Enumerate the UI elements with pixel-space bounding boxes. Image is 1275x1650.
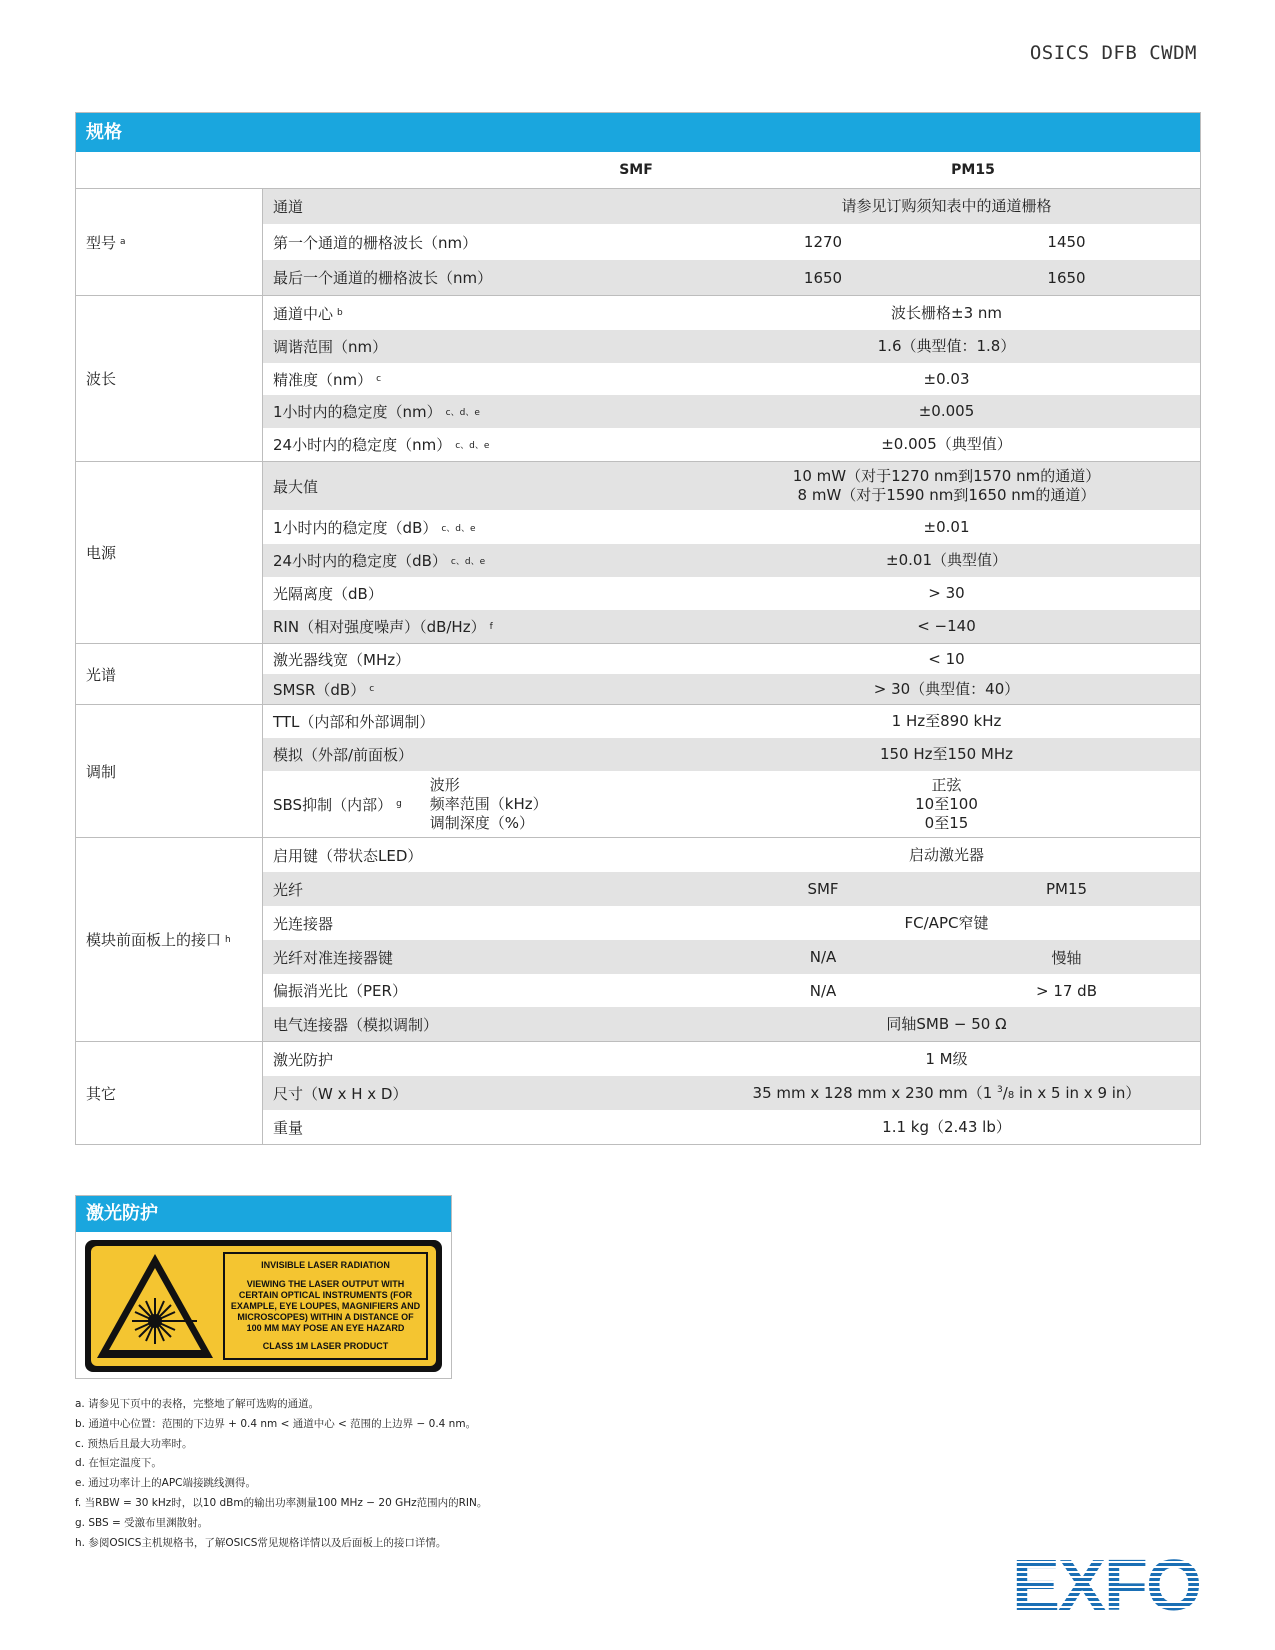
footnotes — [75, 1395, 487, 1553]
row-per: 偏振消光比（PER） N/A > 17 dB — [273, 981, 1097, 1000]
svg-text:EXFO: EXFO — [1011, 1553, 1201, 1615]
group-power — [76, 462, 1200, 644]
row-channel-center: 通道中心 b 波长栅格±3 nm — [273, 303, 1002, 323]
footnote: c. 预热后且最大功率时。 — [75, 1437, 193, 1450]
spec-column-header — [76, 152, 1200, 189]
col-pm15: PM15 — [951, 162, 995, 178]
row-stability-24h-nm: 24小时内的稳定度（nm） c、d、e ±0.005（典型值） — [273, 435, 1012, 454]
group-label: 模块前面板上的接口 h — [76, 838, 263, 1041]
group-model — [76, 189, 1200, 296]
footnote: f. 当RBW = 30 kHz时，以10 dBm的输出功率测量100 MHz − 20 GHz范围内的RIN。 — [75, 1496, 488, 1509]
row-max-power: 最大值 10 mW（对于1270 nm到1570 nm的通道） 8 mW（对于1590 nm到1650 nm的通道） — [263, 462, 1200, 510]
group-modulation — [76, 705, 1200, 838]
footnote: h. 参阅OSICS主机规格书，了解OSICS常见规格详情以及后面板上的接口详情。 — [75, 1536, 447, 1549]
row-electrical-connector: 电气连接器（模拟调制） 同轴SMB − 50 Ω — [263, 1007, 1200, 1041]
laser-hazard-icon — [91, 1246, 219, 1366]
row-last-wavelength: 最后一个通道的栅格波长（nm） 1650 1650 — [263, 260, 1200, 295]
group-wavelength — [76, 296, 1200, 462]
laser-safety-title: 激光防护 — [76, 1196, 451, 1232]
row-rin: RIN（相对强度噪声）（dB/Hz） f < −140 — [263, 610, 1200, 643]
row-stability-24h-db: 24小时内的稳定度（dB） c、d、e ±0.01（典型值） — [263, 544, 1200, 577]
row-dimensions: 尺寸（W x H x D） 35 mm x 128 mm x 230 mm（1 $^3$/8 in x 5 in x 9 in） — [263, 1076, 1200, 1110]
laser-warning-label — [85, 1240, 442, 1372]
spec-title: 规格 — [76, 113, 1200, 152]
group-label: 光谱 — [76, 644, 263, 704]
group-spectral — [76, 644, 1200, 705]
group-label: 其它 — [76, 1042, 263, 1144]
row-analog: 模拟（外部/前面板） 150 Hz至150 MHz — [263, 738, 1200, 771]
row-tuning-range: 调谐范围（nm） 1.6（典型值：1.8） — [263, 330, 1200, 363]
laser-safety-box — [75, 1195, 452, 1379]
row-fiber: 光纤 SMF PM15 — [263, 872, 1200, 906]
group-label: 调制 — [76, 705, 263, 837]
row-fiber-key: 光纤对准连接器键 N/A 慢轴 — [263, 940, 1200, 974]
footnote: d. 在恒定温度下。 — [75, 1457, 162, 1470]
footnote: g. SBS = 受激布里渊散射。 — [75, 1516, 209, 1529]
group-front-panel — [76, 838, 1200, 1042]
laser-warning-line1: INVISIBLE LASER RADIATION — [261, 1260, 390, 1270]
row-stability-1h-db: 1小时内的稳定度（dB） c、d、e ±0.01 — [273, 517, 970, 537]
spec-table — [75, 112, 1201, 1145]
row-channel: 通道 请参见订购须知表中的通道栅格 — [263, 189, 1200, 224]
row-laser-protection: 激光防护 1 M级 — [273, 1049, 968, 1069]
laser-warning-line2: VIEWING THE LASER OUTPUT WITH CERTAIN OPTICAL INSTRUMENTS (FOR EXAMPLE, EYE LOUPES, MAGNIFIERS AND MICROSCOPES) WITHIN A DISTANCE OF 100 MM MAY POSE AN EYE HAZARD — [230, 1278, 421, 1333]
laser-warning-line3: CLASS 1M LASER PRODUCT — [262, 1341, 389, 1351]
footnote: e. 通过功率计上的APC端接跳线测得。 — [75, 1477, 256, 1490]
col-smf: SMF — [619, 162, 653, 178]
group-label: 电源 — [76, 462, 263, 643]
row-sbs: SBS抑制（内部） g 波形 频率范围（kHz） 调制深度（%） 正弦 10至100 0至15 — [273, 775, 978, 832]
row-isolation: 光隔离度（dB） > 30 — [273, 584, 965, 603]
row-accuracy: 精准度（nm） c ±0.03 — [273, 369, 970, 389]
document-title: OSICS DFB CWDM — [1029, 42, 1197, 64]
row-enable-key: 启用键（带状态LED） 启动激光器 — [273, 845, 984, 865]
footnote: b. 通道中心位置：范围的下边界 + 0.4 nm < 通道中心 < 范围的上边界 − 0.4 nm。 — [75, 1417, 477, 1430]
row-ttl: TTL（内部和外部调制） 1 Hz至890 kHz — [273, 712, 1002, 731]
exfo-logo — [1008, 1553, 1205, 1615]
row-smsr: SMSR（dB） c > 30（典型值：40） — [263, 674, 1200, 704]
group-label: 波长 — [76, 296, 263, 461]
row-optical-connector: 光连接器 FC/APC窄键 — [273, 913, 989, 933]
row-first-wavelength: 第一个通道的栅格波长（nm） 1270 1450 — [273, 233, 1086, 252]
row-weight: 重量 1.1 kg（2.43 lb） — [273, 1117, 1011, 1137]
row-stability-1h-nm: 1小时内的稳定度（nm） c、d、e ±0.005 — [263, 395, 1200, 428]
row-linewidth: 激光器线宽（MHz） < 10 — [273, 649, 965, 669]
footnote: a. 请参见下页中的表格，完整地了解可选购的通道。 — [75, 1398, 320, 1410]
group-label: 型号 a — [76, 189, 263, 295]
group-other — [76, 1042, 1200, 1144]
